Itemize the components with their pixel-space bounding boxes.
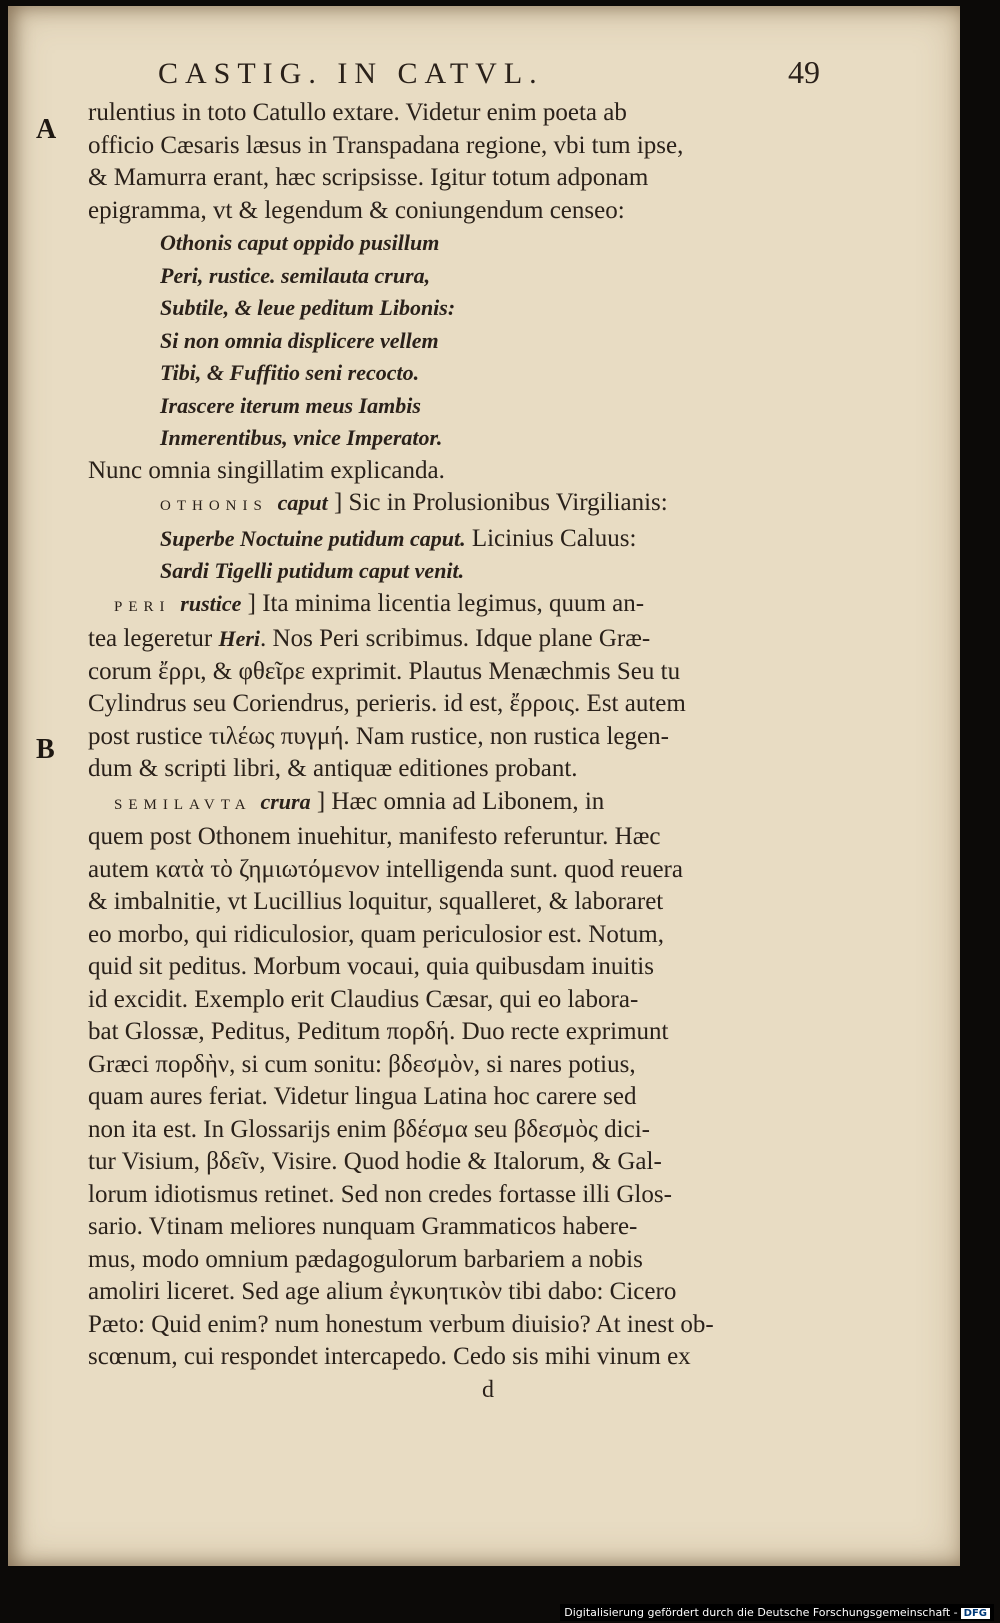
text-line: Græci πορδὴν, si cum sonitu: βδεσμὸν, si nares potius,	[88, 1050, 636, 1078]
digitization-credit	[560, 1604, 994, 1621]
text-line	[88, 523, 808, 556]
dfg-logo: DFG	[961, 1608, 990, 1619]
text-line: Irascere iterum meus Iambis	[160, 392, 421, 418]
lemma-commentary: ] Ita minima licentia legimus, quum an-	[241, 589, 645, 617]
text-line: Sardi Tigelli putidum caput venit.	[160, 558, 465, 583]
text-line: Si non omnia displicere vellem	[160, 327, 439, 353]
text-line: eo morbo, qui ridiculosior, quam periculosior est. Notum,	[88, 920, 664, 948]
text-line: Pæto: Quid enim? num honestum verbum diuisio? At inest ob-	[88, 1310, 714, 1338]
text-line: bat Glossæ, Peditus, Peditum πορδή. Duo recte exprimunt	[88, 1018, 669, 1045]
page-number: 49	[788, 54, 820, 90]
text-line: quid sit peditus. Morbum vocaui, quia quibusdam inuitis	[88, 953, 654, 980]
text-line: rulentius in toto Catullo extare. Videtur enim poeta ab	[88, 99, 627, 126]
text-line: id excidit. Exemplo erit Claudius Cæsar, qui eo labora-	[88, 985, 639, 1013]
text-block	[88, 54, 820, 1406]
text-line: Cylindrus seu Coriendrus, perieris. id est, ἔρροις. Est autem	[88, 690, 686, 717]
text-line: lorum idiotismus retinet. Sed non credes fortasse illi Glos-	[88, 1180, 672, 1208]
lemma-italic: rustice	[180, 590, 242, 616]
text-line: Subtile, & leue peditum Libonis:	[160, 295, 456, 320]
lemma-italic: caput	[277, 490, 328, 515]
margin-mark-b: B	[36, 734, 55, 765]
lemma-italic: crura	[260, 788, 311, 814]
text-line: quem post Othonem inuehitur, manifesto referuntur. Hæc	[88, 823, 661, 850]
text-line: dum & scripti libri, & antiquæ editiones probant.	[88, 755, 578, 782]
text-line: mus, modo omnium pædagogulorum barbariem a nobis	[88, 1245, 643, 1273]
text-line: autem κατὰ τὸ ζημιωτόμενον intelligenda sunt. quod reuera	[88, 855, 683, 883]
lemma-word: PERI	[114, 598, 181, 615]
text-line: Tibi, & Fuffitio seni recocto.	[160, 360, 420, 385]
quote-rest: Licinius Caluus:	[465, 524, 637, 552]
text-line: tur Visium, βδεῖν, Visire. Quod hodie & Italorum, & Gal-	[88, 1148, 662, 1175]
book-page	[8, 6, 960, 1566]
text-rest: . Nos Peri scribimus. Idque plane Græ-	[260, 625, 651, 652]
text-line: epigramma, vt & legendum & coniungendum censeo:	[88, 196, 625, 224]
text-line: quam aures feriat. Videtur lingua Latina hoc carere sed	[88, 1083, 637, 1110]
body-text	[88, 97, 808, 1374]
text-line: scœnum, cui respondet intercapedo. Cedo sis mihi vinum ex	[88, 1343, 691, 1370]
text-line	[88, 623, 808, 656]
text-pre: tea legeretur	[88, 625, 219, 652]
text-line	[88, 487, 808, 523]
text-line: Nunc omnia singillatim explicanda.	[88, 456, 445, 484]
text-line: Othonis caput oppido pusillum	[160, 230, 440, 255]
text-line: non ita est. In Glossarijs enim βδέσμα seu βδεσμὸς dici-	[88, 1115, 650, 1143]
lemma-commentary: ] Sic in Prolusionibus Virgilianis:	[327, 489, 668, 516]
text-line: & Mamurra erant, hæc scripsisse. Igitur totum adponam	[88, 164, 649, 191]
running-head: CASTIG. IN CATVL.	[158, 57, 544, 90]
text-line: sario. Vtinam meliores nunquam Grammaticos habere-	[88, 1213, 638, 1240]
text-line: amoliri liceret. Sed age alium ἐγκυητικὸν tibi dabo: Cicero	[88, 1278, 677, 1305]
quote-italic: Superbe Noctuine putidum caput.	[160, 525, 466, 551]
text-line: & imbalnitie, vt Lucillius loquitur, squalleret, & laboraret	[88, 888, 664, 915]
lemma-word: SEMILAVTA	[114, 796, 261, 813]
text-line	[88, 588, 808, 624]
signature-mark: d	[482, 1376, 494, 1403]
margin-mark-a: A	[36, 114, 57, 145]
lemma-commentary: ] Hæc omnia ad Libonem, in	[310, 787, 605, 815]
lemma-word: OTHONIS	[160, 498, 278, 514]
running-header	[158, 54, 820, 91]
text-line: Peri, rustice. semilauta crura,	[160, 262, 431, 288]
text-line	[88, 786, 808, 822]
text-italic: Heri	[218, 626, 261, 651]
text-line: officio Cæsaris læsus in Transpadana regione, vbi tum ipse,	[88, 131, 684, 159]
text-line: corum ἔρρι, & φθεῖρε exprimit. Plautus Menæchmis Seu tu	[88, 657, 681, 685]
text-line: post rustice τιλέως πυγμή. Nam rustice, non rustica legen-	[88, 722, 669, 750]
text-line: Inmerentibus, vnice Imperator.	[160, 425, 443, 450]
credit-text: Digitalisierung gefördert durch die Deutsche Forschungsgemeinschaft -	[564, 1606, 958, 1619]
